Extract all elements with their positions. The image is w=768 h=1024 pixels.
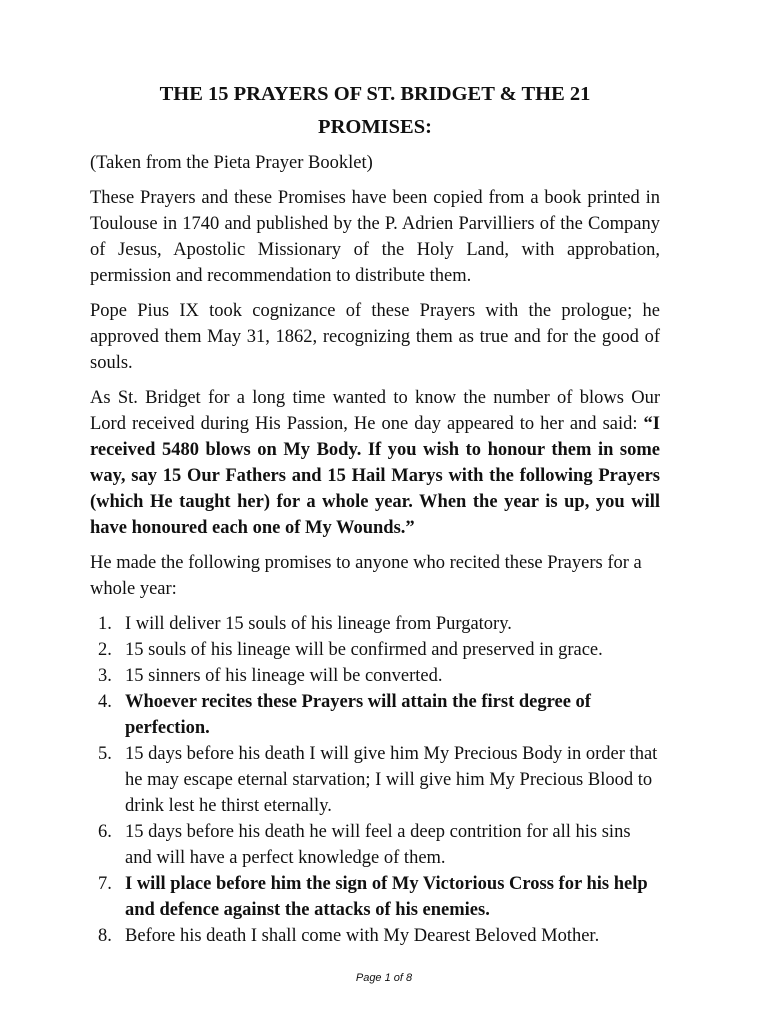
list-item — [90, 637, 660, 663]
list-item — [90, 663, 660, 689]
list-item-number: 2. — [98, 640, 112, 660]
list-item-text: Whoever recites these Prayers will attain the first degree of perfection. — [125, 692, 591, 738]
list-item — [90, 871, 660, 923]
page-number-footer: Page 1 of 8 — [355, 972, 413, 984]
list-item-text: 15 days before his death I will give him My Precious Body in order that he may escape eternal starvation; I will give him My Precious Blood to drink lest he thirst eternally. — [125, 744, 658, 816]
list-item — [90, 923, 660, 949]
source-note: (Taken from the Pieta Prayer Booklet) — [90, 153, 373, 173]
list-item-number: 3. — [98, 666, 112, 686]
list-item — [90, 689, 660, 741]
list-item-text: I will place before him the sign of My Victorious Cross for his help and defence against the attacks of his enemies. — [125, 874, 648, 920]
list-item-text: I will deliver 15 souls of his lineage from Purgatory. — [125, 614, 512, 634]
list-item-text: 15 souls of his lineage will be confirmed and preserved in grace. — [125, 640, 603, 660]
paragraph-origin: These Prayers and these Promises have been copied from a book printed in Toulouse in 1740 and published by the P. Adrien Parvilliers of the Company of Jesus, Apostolic Missionary of the Holy Land, with approbation, permission and recommendation to distribute them. — [90, 188, 660, 286]
list-item — [90, 741, 660, 819]
list-item — [90, 611, 660, 637]
document-body — [90, 78, 660, 949]
paragraph-blows-intro: As St. Bridget for a long time wanted to know the number of blows Our Lord received during His Passion, He one day appeared to her and said: — [90, 388, 660, 434]
paragraph-blows-quote: “I received 5480 blows on My Body. If you wish to honour them in some way, say 15 Our Fathers and 15 Hail Marys with the following Prayers (which He taught her) for a whole year. When the year is up, you will have honoured each one of My Wounds.” — [90, 414, 660, 538]
list-item-text: Before his death I shall come with My Dearest Beloved Mother. — [125, 926, 600, 946]
paragraph-approval: Pope Pius IX took cognizance of these Prayers with the prologue; he approved them May 31, 1862, recognizing them as true and for the good of souls. — [90, 301, 660, 373]
list-item-number: 8. — [98, 926, 112, 946]
list-item-text: 15 days before his death he will feel a deep contrition for all his sins and will have a perfect knowledge of them. — [125, 822, 631, 868]
list-item — [90, 819, 660, 871]
page-title: THE 15 PRAYERS OF ST. BRIDGET & THE 21 PROMISES: — [159, 83, 591, 138]
list-item-number: 4. — [98, 692, 112, 712]
list-item-number: 7. — [98, 874, 112, 894]
paragraph-promises-intro: He made the following promises to anyone who recited these Prayers for a whole year: — [90, 553, 642, 599]
paragraph-blows — [90, 385, 660, 541]
list-item-number: 5. — [98, 744, 112, 764]
list-item-number: 1. — [98, 614, 112, 634]
list-item-text: 15 sinners of his lineage will be converted. — [125, 666, 443, 686]
promises-list — [90, 611, 660, 949]
list-item-number: 6. — [98, 822, 112, 842]
